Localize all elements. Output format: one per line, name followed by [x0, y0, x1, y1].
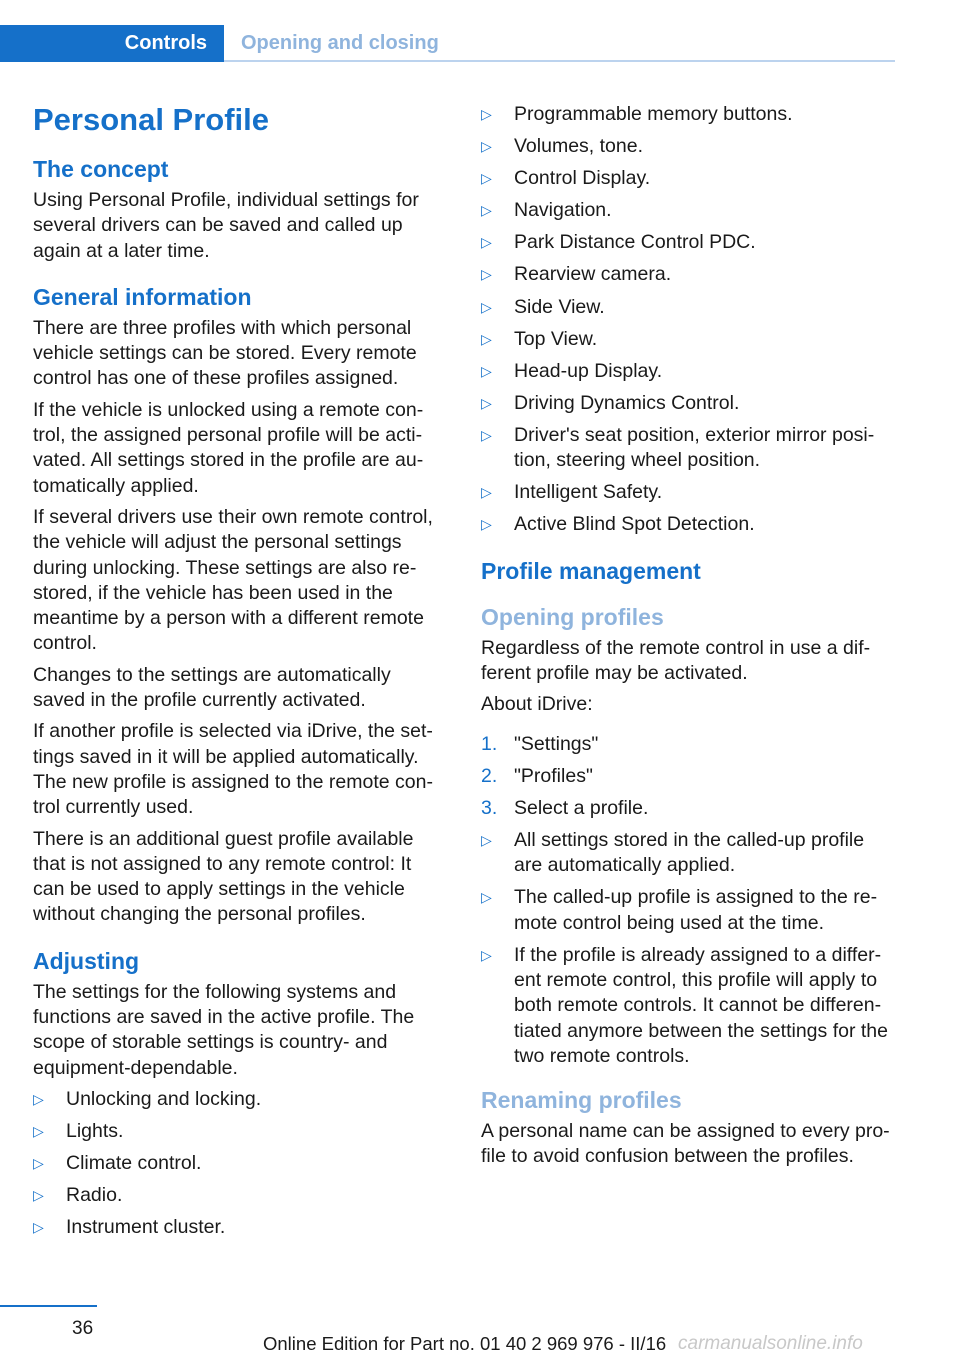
list-item: ▷ Climate control.: [33, 1151, 447, 1176]
triangle-bullet-icon: ▷: [481, 298, 492, 315]
triangle-bullet-icon: ▷: [481, 330, 492, 347]
step-number: 3.: [481, 796, 498, 819]
list-item: ▷ Control Display.: [481, 166, 895, 191]
triangle-bullet-icon: ▷: [481, 170, 492, 187]
left-column: [33, 100, 447, 1247]
step-item: 2. "Profiles": [481, 764, 895, 789]
list-item: ▷ Driver's seat position, exterior mirror posi‐tion, steering wheel position.: [481, 423, 875, 472]
about-idrive-text: About iDrive:: [481, 693, 593, 716]
opening-results-list: [481, 828, 895, 1069]
section-tab-opening-and-closing: Opening and closing: [241, 32, 439, 54]
general-information-heading: General information: [33, 283, 252, 310]
list-item: ▷ Side View.: [481, 295, 895, 320]
triangle-bullet-icon: ▷: [481, 394, 492, 411]
triangle-bullet-icon: ▷: [33, 1219, 44, 1236]
triangle-bullet-icon: ▷: [481, 234, 492, 251]
right-column: [481, 102, 895, 1176]
general-paragraph: If the vehicle is unlocked using a remote con‐trol, the assigned personal profile will be acti‐vated. All settings stored in the profile are au‐tomatically applied.: [33, 398, 424, 497]
list-item: ▷ Park Distance Control PDC.: [481, 230, 895, 255]
triangle-bullet-icon: ▷: [33, 1155, 44, 1172]
list-item: ▷ Active Blind Spot Detection.: [481, 512, 895, 537]
step-item: 3. Select a profile.: [481, 796, 895, 821]
list-item: ▷ Radio.: [33, 1183, 447, 1208]
list-item: ▷ Unlocking and locking.: [33, 1087, 447, 1112]
list-item: ▷ Driving Dynamics Control.: [481, 391, 895, 416]
list-item: ▷ All settings stored in the called-up profile are automatically applied.: [481, 828, 865, 877]
triangle-bullet-icon: ▷: [481, 106, 492, 122]
triangle-bullet-icon: ▷: [481, 362, 492, 379]
triangle-bullet-icon: ▷: [33, 1187, 44, 1204]
opening-steps-list: [481, 732, 895, 821]
triangle-bullet-icon: ▷: [481, 889, 492, 906]
general-paragraph: If several drivers use their own remote control, the vehicle will adjust the personal settings during unlocking. These settings are also re‐stored, if the vehicle has been used in the meantime by a person with a different remote control.: [33, 505, 433, 655]
list-item: ▷ Head-up Display.: [481, 359, 895, 384]
step-number: 1.: [481, 732, 498, 755]
profile-management-heading: Profile management: [481, 557, 701, 584]
opening-profiles-text: Regardless of the remote control in use a dif‐ferent profile may be activated.: [481, 636, 871, 685]
list-item: ▷ Intelligent Safety.: [481, 480, 895, 505]
list-item: ▷ The called-up profile is assigned to the re‐mote control being used at the time.: [481, 886, 878, 934]
page-title: Personal Profile: [33, 102, 270, 137]
list-item: ▷ Navigation.: [481, 198, 895, 223]
watermark: carmanualsonline.info: [678, 1333, 863, 1354]
triangle-bullet-icon: ▷: [33, 1090, 44, 1107]
list-item: ▷ Rearview camera.: [481, 262, 895, 287]
renaming-profiles-text: A personal name can be assigned to every pro‐file to avoid confusion between the profiles.: [481, 1120, 890, 1168]
opening-profiles-heading: Opening profiles: [481, 603, 664, 630]
triangle-bullet-icon: ▷: [481, 516, 492, 533]
page-header: [0, 25, 895, 62]
list-item: ▷ If the profile is already assigned to a differ‐ent remote control, this profile will apply to both remote controls. It cannot be differen‐tiated anymore between the settings for the two remote controls.: [481, 943, 888, 1067]
renaming-profiles-heading: Renaming profiles: [481, 1087, 682, 1114]
triangle-bullet-icon: ▷: [33, 1123, 44, 1139]
list-item: ▷ Programmable memory buttons.: [481, 102, 895, 127]
concept-heading: The concept: [33, 156, 169, 182]
triangle-bullet-icon: ▷: [481, 266, 492, 283]
triangle-bullet-icon: ▷: [481, 831, 492, 848]
triangle-bullet-icon: ▷: [481, 946, 492, 963]
list-item: ▷ Top View.: [481, 327, 895, 352]
general-paragraph: If another profile is selected via iDrive, the set‐tings saved in it will be applied automatically. The new profile is assigned to the remote con‐trol currently used.: [33, 720, 433, 819]
general-paragraph: There are three profiles with which personal vehicle settings can be stored. Every remote control has one of these profiles assigned.: [33, 316, 417, 390]
edition-text: Online Edition for Part no. 01 40 2 969 976 - II/16: [263, 1333, 667, 1354]
list-item: ▷ Volumes, tone.: [481, 134, 895, 159]
list-item: ▷ Instrument cluster.: [33, 1215, 447, 1240]
triangle-bullet-icon: ▷: [481, 484, 492, 501]
adjusting-list: [33, 1087, 447, 1241]
general-paragraph: Changes to the settings are automatically saved in the profile currently activated.: [33, 663, 391, 712]
page-number: 36: [72, 1318, 94, 1339]
adjusting-text: The settings for the following systems and functions are saved in the active profile. The scope of storable settings is country- and equipment-dependable.: [33, 980, 415, 1079]
concept-text: Using Personal Profile, individual settings for several drivers can be saved and called up again at a later time.: [33, 189, 419, 262]
step-number: 2.: [481, 764, 498, 787]
list-item: ▷ Lights.: [33, 1119, 447, 1144]
general-paragraph: There is an additional guest profile available that is not assigned to any remote control: It can be used to apply settings in the vehicle without changing the personal profiles.: [33, 827, 414, 926]
step-item: 1. "Settings": [481, 732, 895, 757]
footer-divider: [0, 1305, 97, 1307]
adjusting-heading: Adjusting: [33, 947, 140, 974]
adjusting-list-continued: [481, 102, 895, 538]
triangle-bullet-icon: ▷: [481, 202, 492, 219]
triangle-bullet-icon: ▷: [481, 138, 492, 155]
triangle-bullet-icon: ▷: [481, 426, 492, 443]
section-tab-controls: Controls: [0, 25, 224, 62]
header-divider: [224, 60, 895, 62]
